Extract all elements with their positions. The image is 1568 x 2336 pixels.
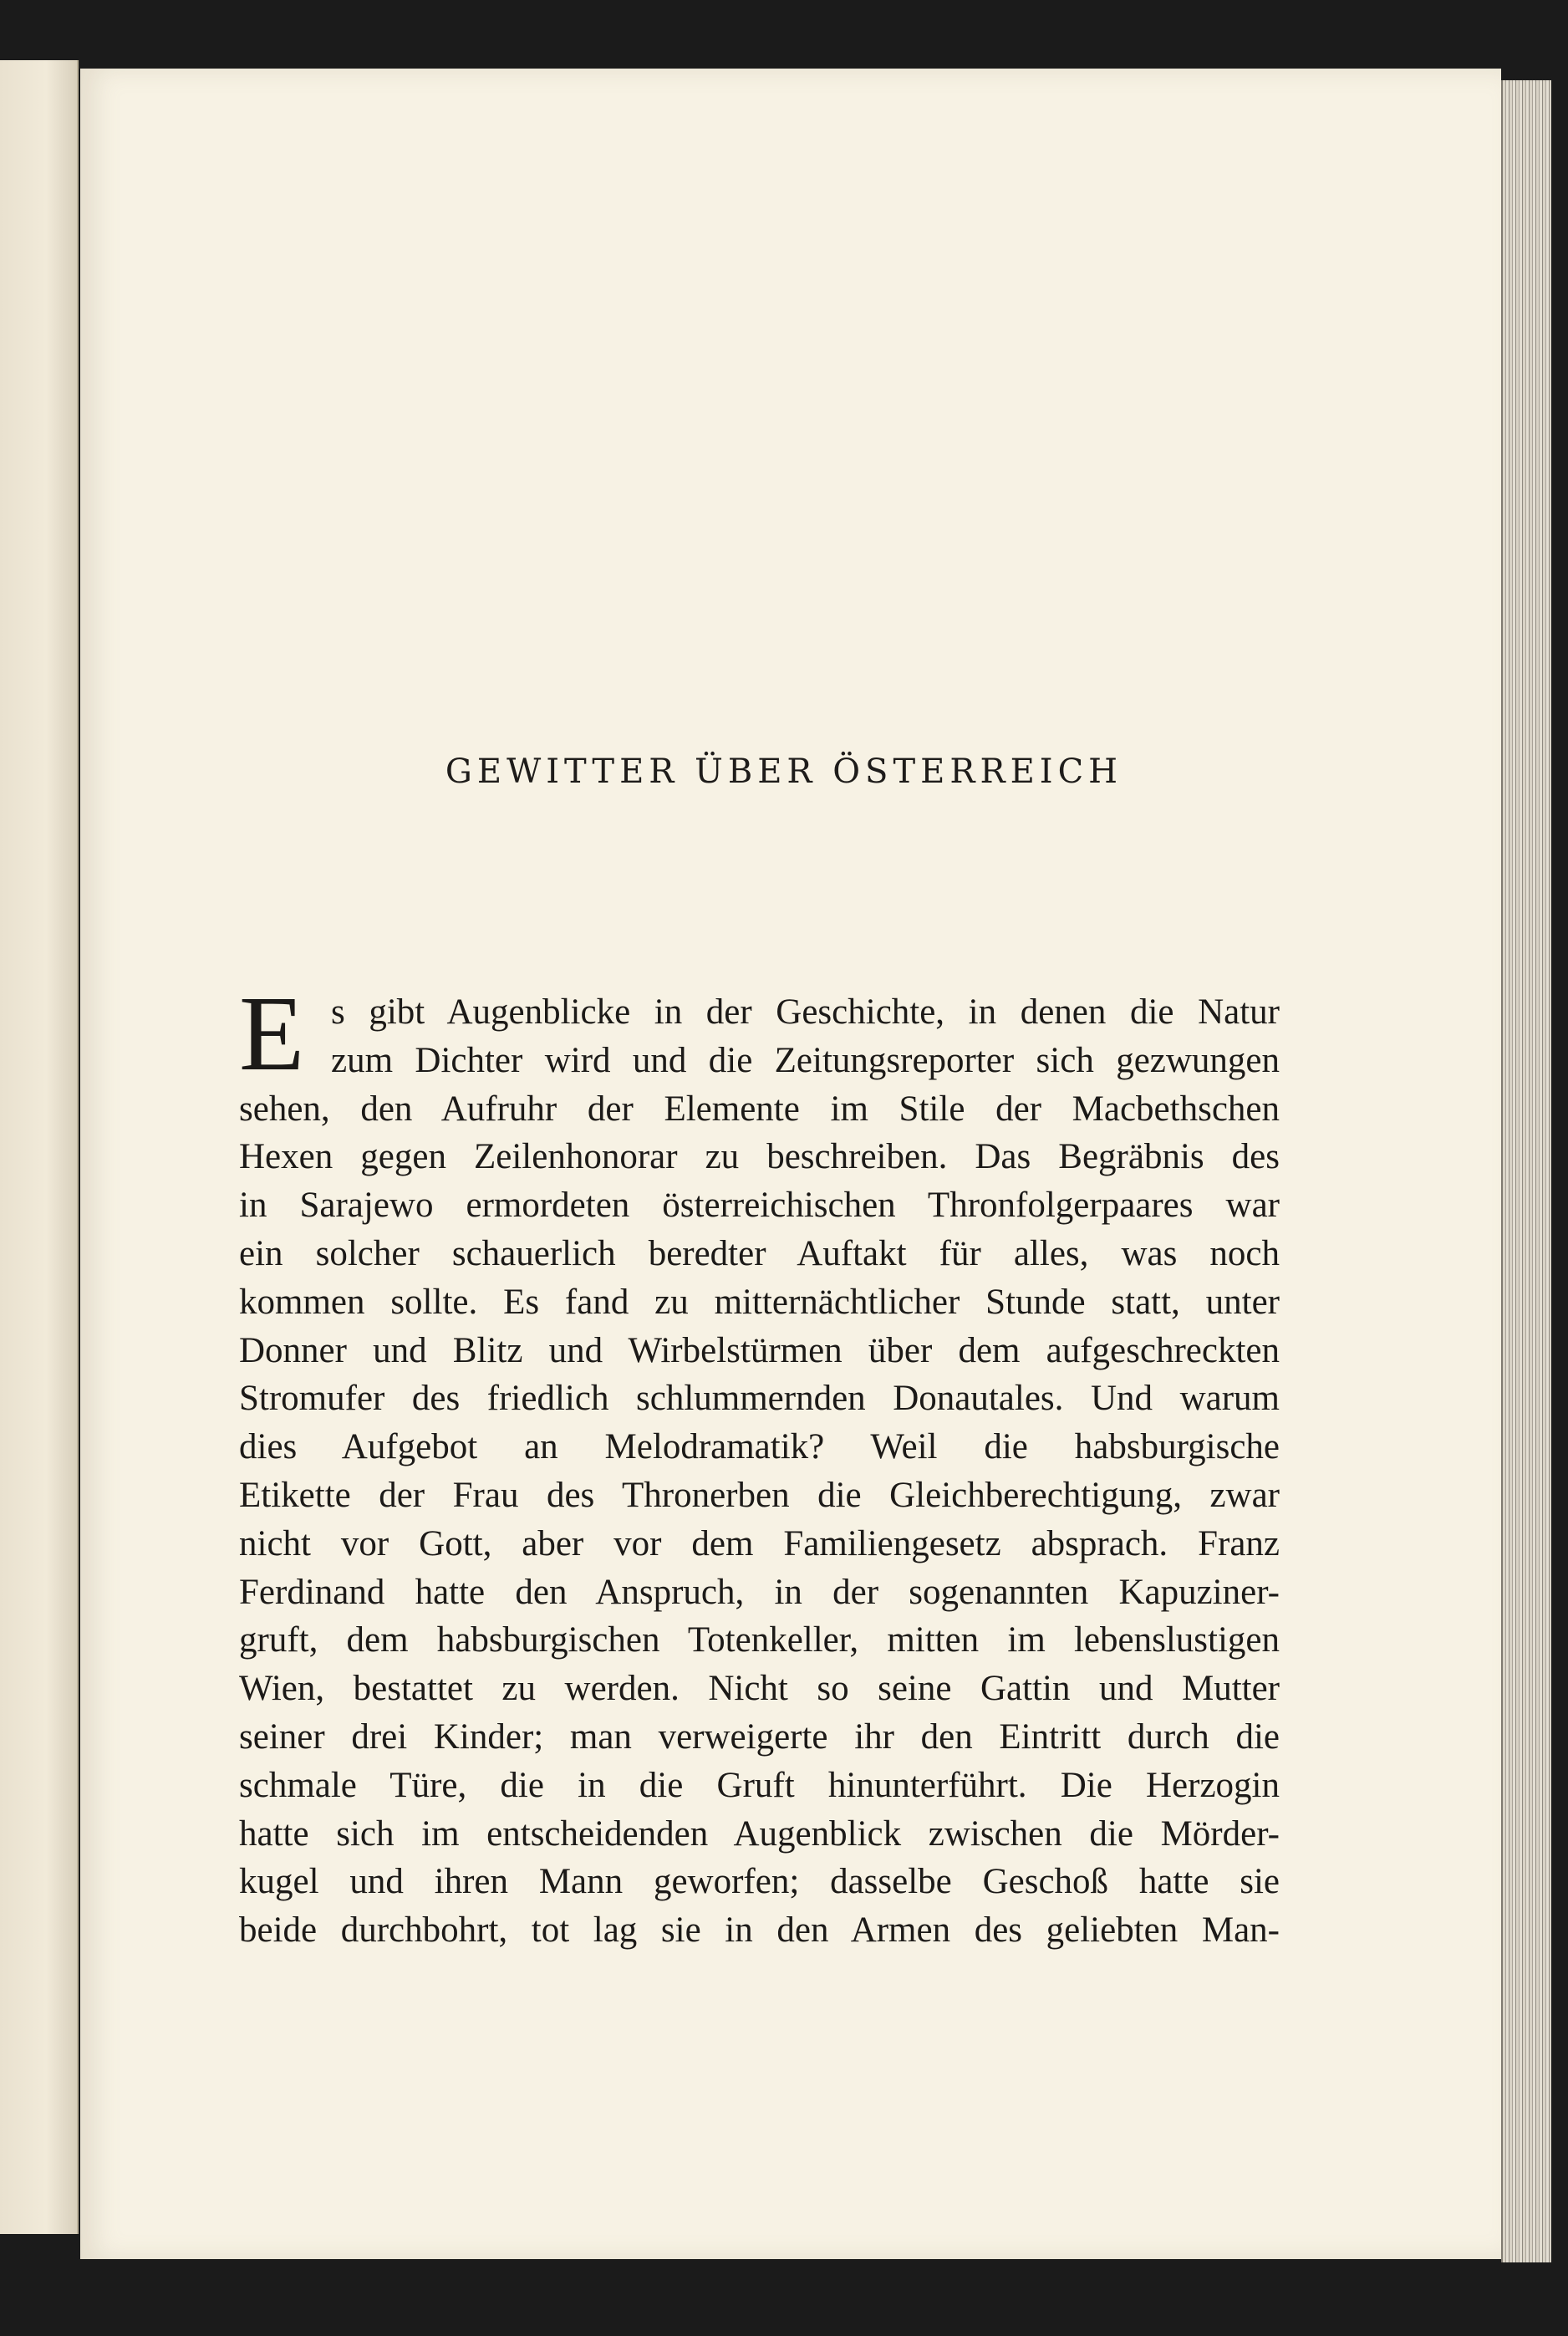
text-line: nicht vor Gott, aber vor dem Familiengesetz absprach. Franz (239, 1523, 1280, 1563)
text-line: sehen, den Aufruhr der Elemente im Stile der Macbethschen (239, 1089, 1280, 1129)
text-line: seiner drei Kinder; man verweigerte ihr den Eintritt durch die (239, 1716, 1280, 1757)
text-line: Stromufer des friedlich schlummernden Donautales. Und warum (239, 1379, 1280, 1419)
text-line: schmale Türe, die in die Gruft hinunterführt. Die Herzogin (239, 1765, 1280, 1805)
text-line: Wien, bestattet zu werden. Nicht so seine Gattin und Mutter (239, 1669, 1280, 1709)
text-line: Etikette der Frau des Thronerben die Gleichberechtigung, zwar (239, 1475, 1280, 1515)
text-line: dies Aufgebot an Melodramatik? Weil die habsburgische (239, 1427, 1280, 1467)
page-stack-edges (1501, 80, 1551, 2262)
drop-cap: E (239, 974, 305, 1093)
text-line: kugel und ihren Mann geworfen; dasselbe Geschoß hatte sie (239, 1862, 1280, 1902)
text-line: kommen sollte. Es fand zu mitternächtlicher Stunde statt, unter (239, 1282, 1280, 1322)
text-line: s gibt Augenblicke in der Geschichte, in denen die Natur (331, 992, 1280, 1032)
text-line: Hexen gegen Zeilenhonorar zu beschreiben. Das Begräbnis des (239, 1137, 1280, 1177)
chapter-title: GEWITTER ÜBER ÖSTERREICH (445, 752, 1123, 791)
text-line: beide durchbohrt, tot lag sie in den Armen des geliebten Man- (239, 1910, 1280, 1951)
text-line: ein solcher schauerlich beredter Auftakt für alles, was noch (239, 1233, 1280, 1273)
text-line: gruft, dem habsburgischen Totenkeller, mitten im lebenslustigen (239, 1620, 1280, 1660)
text-line: hatte sich im entscheidenden Augenblick zwischen die Mörder- (239, 1813, 1280, 1854)
chapter-paragraph (239, 974, 1280, 1955)
text-line: Ferdinand hatte den Anspruch, in der sogenannten Kapuziner- (239, 1572, 1280, 1612)
text-line: zum Dichter wird und die Zeitungsreporter sich gezwungen (331, 1040, 1280, 1080)
text-line: in Sarajewo ermordeten österreichischen Thronfolgerpaares war (239, 1186, 1280, 1226)
text-line: Donner und Blitz und Wirbelstürmen über dem aufgeschreckten (239, 1330, 1280, 1370)
opposite-page-edge (0, 60, 79, 2234)
